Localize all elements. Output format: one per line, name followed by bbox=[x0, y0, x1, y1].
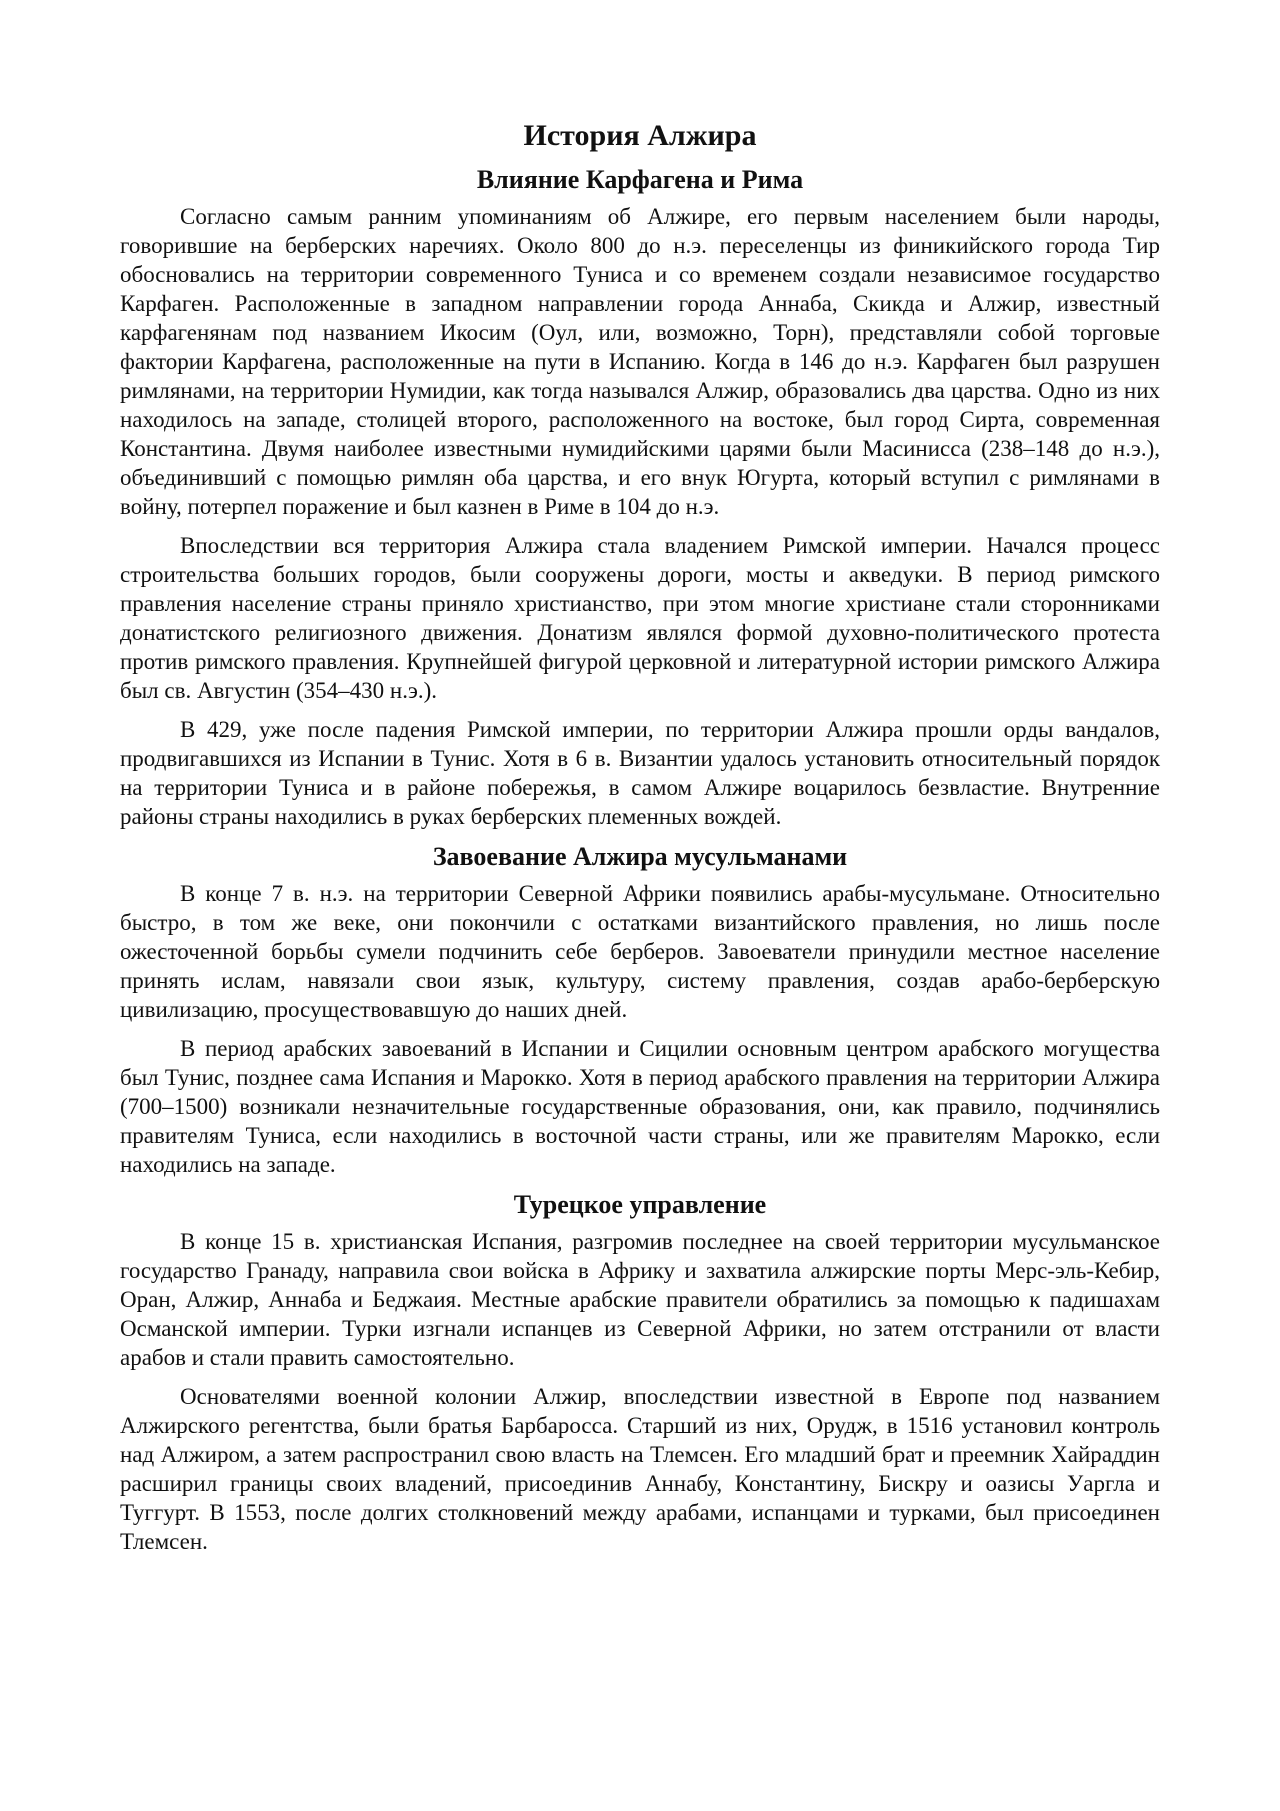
document-page bbox=[120, 118, 1160, 1566]
paragraph: Впоследствии вся территория Алжира стала владением Римской империи. Начался процесс строительства больших городов, были сооружены дороги, мосты и акведуки. В период римского правления население страны приняло христианство, при этом многие христиане стали сторонниками донатистского религиозного движения. Донатизм являлся формой духовно-политического протеста против римского правления. Крупнейшей фигурой церковной и литературной истории римского Алжира был св. Августин (354–430 н.э.). bbox=[120, 533, 1160, 703]
section-heading: Турецкое управление bbox=[513, 1190, 767, 1219]
section-muslim-conquest bbox=[120, 841, 1160, 1179]
paragraph: В 429, уже после падения Римской империи, по территории Алжира прошли орды вандалов, продвигавшихся из Испании в Тунис. Хотя в 6 в. Византии удалось установить относительный порядок на территории Туниса и в районе побережья, в самом Алжире воцарилось безвластие. Внутренние районы страны находились в руках берберских племенных вождей. bbox=[120, 717, 1160, 829]
section-heading: Завоевание Алжира мусульманами bbox=[432, 842, 848, 871]
paragraph: В конце 7 в. н.э. на территории Северной Африки появились арабы-мусульмане. Относительно быстро, в том же веке, они покончили с остатками византийского правления, но лишь после ожесточенной борьбы сумели подчинить себе берберов. Завоеватели принудили местное население принять ислам, навязали свои язык, культуру, систему правления, создав арабо-берберскую цивилизацию, просуществовавшую до наших дней. bbox=[120, 881, 1160, 1022]
paragraph: Основателями военной колонии Алжир, впоследствии известной в Европе под названием Алжирского регентства, были братья Барбаросса. Старший из них, Орудж, в 1516 установил контроль над Алжиром, а затем распространил свою власть на Тлемсен. Его младший брат и преемник Хайраддин расширил границы своих владений, присоединив Аннабу, Константину, Бискру и оазисы Уаргла и Туггурт. В 1553, после долгих столкновений между арабами, испанцами и турками, был присоединен Тлемсен. bbox=[120, 1384, 1160, 1554]
paragraph: В конце 15 в. христианская Испания, разгромив последнее на своей территории мусульманское государство Гранаду, направила свои войска в Африку и захватила алжирские порты Мерс-эль-Кебир, Оран, Алжир, Аннаба и Беджаия. Местные арабские правители обратились за помощью к падишахам Османской империи. Турки изгнали испанцев из Северной Африки, но затем отстранили от власти арабов и стали править самостоятельно. bbox=[120, 1229, 1160, 1370]
section-turkish-rule bbox=[120, 1189, 1160, 1556]
section-carthage-rome bbox=[120, 164, 1160, 831]
paragraph: Согласно самым ранним упоминаниям об Алжире, его первым населением были народы, говорившие на берберских наречиях. Около 800 до н.э. переселенцы из финикийского города Тир обосновались на территории современного Туниса и со временем создали независимое государство Карфаген. Расположенные в западном направлении города Аннаба, Скикда и Алжир, известный карфагенянам под названием Икосим (Оул, или, возможно, Торн), представляли собой торговые фактории Карфагена, расположенные на пути в Испанию. Когда в 146 до н.э. Карфаген был разрушен римлянами, на территории Нумидии, как тогда назывался Алжир, образовались два царства. Одно из них находилось на западе, столицей второго, расположенного на востоке, был город Сирта, современная Константина. Двумя наиболее известными нумидийскими царями были Масинисса (238–148 до н.э.), объединивший с помощью римлян оба царства, и его внук Югурта, который вступил с римлянами в войну, потерпел поражение и был казнен в Риме в 104 до н.э. bbox=[120, 204, 1160, 519]
paragraph: В период арабских завоеваний в Испании и Сицилии основным центром арабского могущества был Тунис, позднее сама Испания и Марокко. Хотя в период арабского правления на территории Алжира (700–1500) возникали незначительные государственные образования, они, как правило, подчинялись правителям Туниса, если находились в восточной части страны, или же правителям Марокко, если находились на западе. bbox=[120, 1036, 1160, 1177]
section-heading: Влияние Карфагена и Рима bbox=[476, 165, 804, 194]
document-title: История Алжира bbox=[523, 119, 757, 152]
